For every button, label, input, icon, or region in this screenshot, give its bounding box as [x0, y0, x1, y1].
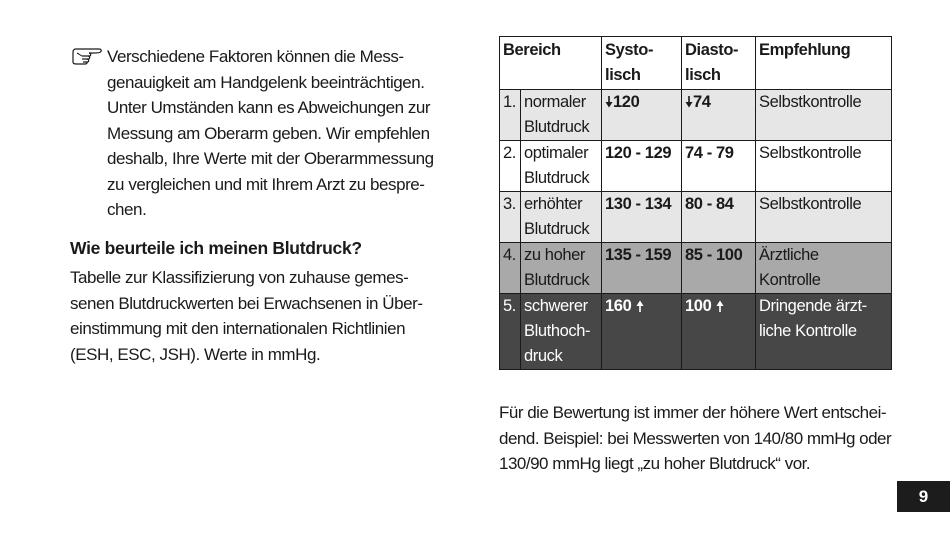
- pointing-hand-icon: [70, 46, 104, 66]
- table-row: [500, 141, 892, 192]
- table-header-row: [500, 37, 892, 90]
- paragraph-line: (ESH, ESC, JSH). Werte in mmHg.: [70, 344, 321, 364]
- row-bereich: zu hoher Blutdruck: [521, 243, 602, 294]
- row-systolic: 120 - 129: [602, 141, 682, 192]
- arrow-up-icon: [636, 300, 644, 312]
- row-bereich: normaler Blutdruck: [521, 90, 602, 141]
- header-systolisch: Systo- lisch: [602, 37, 682, 90]
- table-row: [500, 243, 892, 294]
- note-line: genauigkeit am Handgelenk beeinträchtigen.: [107, 72, 425, 92]
- note-line: zu vergleichen und mit Ihrem Arzt zu bespre-: [107, 174, 425, 194]
- note-line: Messung am Oberarm geben. Wir empfehlen: [107, 123, 430, 143]
- arrow-down-icon: [685, 96, 693, 108]
- row-empfehlung: Dringende ärzt- liche Kontrolle: [756, 294, 892, 370]
- footer-line: Für die Bewertung ist immer der höhere Wert entschei-: [499, 403, 887, 422]
- footer-line: dend. Beispiel: bei Messwerten von 140/80 mmHg oder: [499, 428, 892, 448]
- table-row: [500, 90, 892, 141]
- row-number: 1.: [500, 90, 521, 141]
- row-diastolic: 74: [682, 90, 756, 141]
- intro-paragraph: [70, 265, 465, 367]
- note-paragraph: [70, 44, 465, 223]
- paragraph-line: einstimmung mit den internationalen Richtlinien: [70, 319, 406, 338]
- arrow-down-icon: [605, 96, 613, 108]
- row-diastolic: 100: [682, 294, 756, 370]
- row-empfehlung: Selbstkontrolle: [756, 90, 892, 141]
- note-line: Verschiedene Faktoren können die Mess-: [107, 47, 404, 66]
- row-number: 2.: [500, 141, 521, 192]
- row-empfehlung: Selbstkontrolle: [756, 192, 892, 243]
- table-row: [500, 294, 892, 370]
- note-line: Unter Umständen kann es Abweichungen zur: [107, 98, 431, 117]
- left-column: [70, 44, 465, 367]
- section-heading: Wie beurteile ich meinen Blutdruck?: [70, 237, 362, 258]
- paragraph-line: Tabelle zur Klassifizierung von zuhause gemes-: [70, 268, 409, 287]
- footer-line: 130/90 mmHg liegt „zu hoher Blutdruck“ vor.: [499, 454, 811, 473]
- note-line: chen.: [107, 200, 147, 219]
- row-number: 4.: [500, 243, 521, 294]
- row-bereich: optimaler Blutdruck: [521, 141, 602, 192]
- note-line: deshalb, Ihre Werte mit der Oberarmmessung: [107, 149, 434, 168]
- evaluation-note: [499, 400, 899, 477]
- page-number: 9: [897, 481, 950, 512]
- row-diastolic: 85 - 100: [682, 243, 756, 294]
- row-systolic: 135 - 159: [602, 243, 682, 294]
- header-diastolisch: Diasto- lisch: [682, 37, 756, 90]
- row-number: 5.: [500, 294, 521, 370]
- paragraph-line: senen Blutdruckwerten bei Erwachsenen in Über-: [70, 293, 423, 313]
- table-row: [500, 192, 892, 243]
- header-bereich: Bereich: [500, 37, 602, 90]
- row-empfehlung: Ärztliche Kontrolle: [756, 243, 892, 294]
- row-number: 3.: [500, 192, 521, 243]
- row-systolic: 160: [602, 294, 682, 370]
- classification-table: [499, 36, 891, 370]
- row-diastolic: 74 - 79: [682, 141, 756, 192]
- row-systolic: 120: [602, 90, 682, 141]
- arrow-up-icon: [716, 300, 724, 312]
- row-empfehlung: Selbstkontrolle: [756, 141, 892, 192]
- row-systolic: 130 - 134: [602, 192, 682, 243]
- row-bereich: schwerer Bluthoch- druck: [521, 294, 602, 370]
- header-empfehlung: Empfehlung: [756, 37, 892, 90]
- row-bereich: erhöhter Blutdruck: [521, 192, 602, 243]
- row-diastolic: 80 - 84: [682, 192, 756, 243]
